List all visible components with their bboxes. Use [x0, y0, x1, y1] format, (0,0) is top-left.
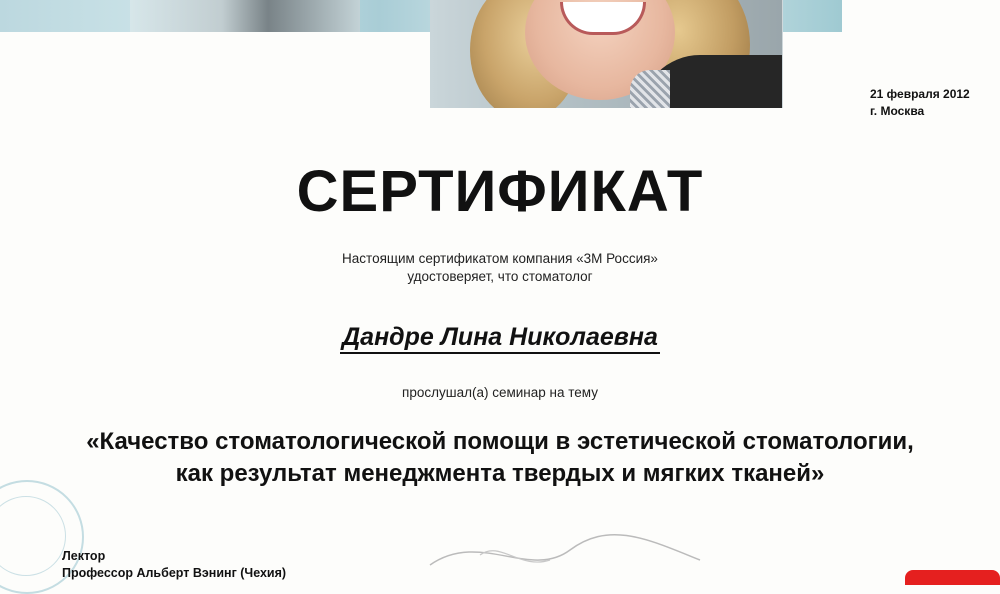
issue-date: 21 февраля 2012 [870, 87, 970, 101]
certificate-title: СЕРТИФИКАТ [296, 159, 704, 224]
banner-photo [130, 0, 360, 32]
topic-line-2: как результат менеджмента твердых и мягких тканей» [175, 460, 825, 487]
lecturer-name: Профессор Альберт Вэнинг (Чехия) [62, 566, 287, 580]
recipient-name-text: Дандре Лина Николаевна [340, 323, 660, 354]
lecturer-block [62, 548, 286, 582]
topic-line-1: «Качество стоматологической помощи в эстетической стоматологии, [86, 428, 914, 455]
lecturer-label: Лектор [62, 549, 106, 563]
certificate-intro [0, 250, 1000, 286]
intro-line-2: удостоверяет, что стоматолог [407, 269, 593, 284]
3m-logo [905, 570, 1000, 585]
header-photo [430, 0, 783, 108]
intro-line-1: Настоящим сертификатом компания «3М Россия» [342, 251, 658, 266]
date-location [870, 86, 970, 120]
signature [420, 510, 720, 585]
attended-text: прослушал(а) семинар на тему [402, 385, 598, 400]
recipient-name [0, 323, 1000, 352]
seminar-topic [0, 426, 1000, 490]
issue-city: г. Москва [870, 104, 925, 118]
